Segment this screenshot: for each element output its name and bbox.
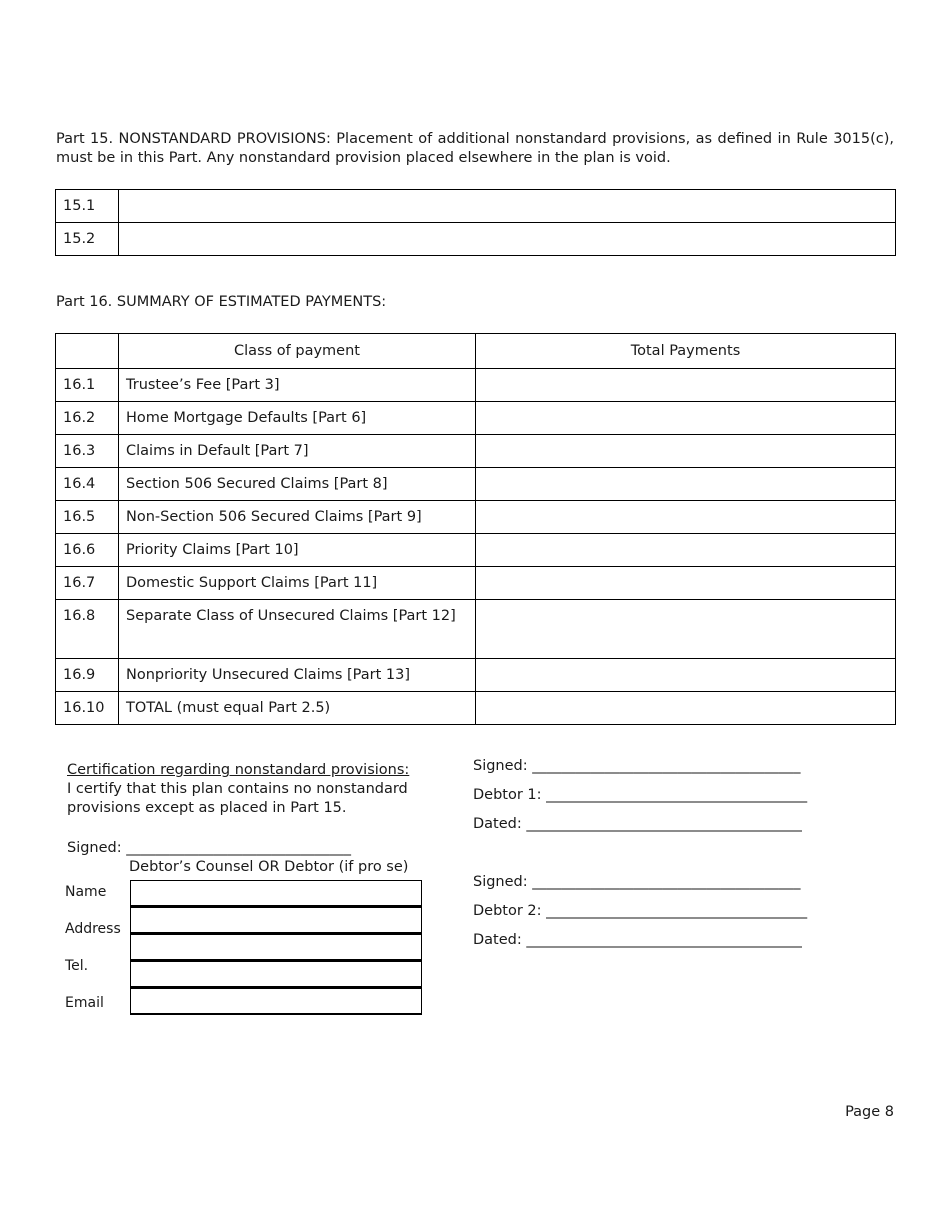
total-payment-cell[interactable] (476, 600, 896, 659)
table-row (56, 692, 896, 725)
total-payment-cell[interactable] (476, 534, 896, 567)
row-number: 16.3 (56, 435, 119, 468)
counsel-label: Debtor’s Counsel OR Debtor (if pro se) (129, 859, 409, 875)
certification-heading: Certification regarding nonstandard provisions: (67, 762, 410, 778)
table-row (56, 468, 896, 501)
part15-heading: Part 15. NONSTANDARD PROVISIONS: Placement of additional nonstandard provisions, as defined in Rule 3015(c), must be in this Part. Any nonstandard provision placed elsewhere in the plan is void. (56, 131, 894, 166)
row-number: 16.6 (56, 534, 119, 567)
provision-cell[interactable] (119, 190, 896, 223)
row-number: 16.8 (56, 600, 119, 659)
total-payment-cell[interactable] (476, 567, 896, 600)
payment-class: Priority Claims [Part 10] (119, 534, 476, 567)
tel-label: Tel. (65, 958, 89, 974)
total-payment-cell[interactable] (476, 692, 896, 725)
payment-summary-table (55, 333, 896, 725)
row-number: 16.1 (56, 369, 119, 402)
provision-cell[interactable] (119, 223, 896, 256)
page-number: Page 8 (845, 1104, 894, 1120)
debtor2-name-line[interactable]: Debtor 2: ____________________________________ (473, 903, 808, 919)
part16-heading: Part 16. SUMMARY OF ESTIMATED PAYMENTS: (56, 294, 387, 310)
table-row (56, 567, 896, 600)
email-field[interactable] (130, 988, 422, 1015)
payment-class: TOTAL (must equal Part 2.5) (119, 692, 476, 725)
row-number: 15.2 (56, 223, 119, 256)
table-header-row (56, 334, 896, 369)
payment-class: Domestic Support Claims [Part 11] (119, 567, 476, 600)
total-payment-cell[interactable] (476, 402, 896, 435)
row-number: 16.4 (56, 468, 119, 501)
debtor1-name-line[interactable]: Debtor 1: ____________________________________ (473, 787, 808, 803)
row-number: 15.1 (56, 190, 119, 223)
table-row (56, 501, 896, 534)
row-number: 16.2 (56, 402, 119, 435)
table-row (56, 369, 896, 402)
name-field[interactable] (130, 880, 422, 907)
header-class-of-payment: Class of payment (119, 334, 476, 369)
row-number: 16.10 (56, 692, 119, 725)
address-label: Address (65, 921, 121, 937)
address-field[interactable] (130, 907, 422, 934)
counsel-signature-line[interactable]: Signed: _______________________________ (67, 840, 351, 856)
table-row (56, 534, 896, 567)
table-row (56, 600, 896, 659)
payment-class: Nonpriority Unsecured Claims [Part 13] (119, 659, 476, 692)
table-row (56, 190, 896, 223)
row-number: 16.9 (56, 659, 119, 692)
total-payment-cell[interactable] (476, 369, 896, 402)
address-field-line2[interactable] (130, 934, 422, 961)
table-row (56, 659, 896, 692)
total-payment-cell[interactable] (476, 659, 896, 692)
row-number: 16.7 (56, 567, 119, 600)
certification-block (67, 761, 421, 818)
payment-class: Section 506 Secured Claims [Part 8] (119, 468, 476, 501)
debtor1-dated-line[interactable]: Dated: ______________________________________ (473, 816, 802, 832)
total-payment-cell[interactable] (476, 501, 896, 534)
nonstandard-provisions-table (55, 189, 896, 256)
debtor1-signed-line[interactable]: Signed: _____________________________________ (473, 758, 801, 774)
payment-class: Separate Class of Unsecured Claims [Part 12] (119, 600, 476, 659)
payment-class: Home Mortgage Defaults [Part 6] (119, 402, 476, 435)
debtor2-dated-line[interactable]: Dated: ______________________________________ (473, 932, 802, 948)
payment-class: Non-Section 506 Secured Claims [Part 9] (119, 501, 476, 534)
row-number: 16.5 (56, 501, 119, 534)
total-payment-cell[interactable] (476, 468, 896, 501)
header-blank (56, 334, 119, 369)
table-row (56, 223, 896, 256)
table-row (56, 435, 896, 468)
payment-class: Claims in Default [Part 7] (119, 435, 476, 468)
debtor2-signed-line[interactable]: Signed: _____________________________________ (473, 874, 801, 890)
payment-class: Trustee’s Fee [Part 3] (119, 369, 476, 402)
table-row (56, 402, 896, 435)
certification-body: I certify that this plan contains no nonstandard provisions except as placed in Part 15. (67, 781, 408, 816)
header-total-payments: Total Payments (476, 334, 896, 369)
name-label: Name (65, 884, 107, 900)
total-payment-cell[interactable] (476, 435, 896, 468)
tel-field[interactable] (130, 961, 422, 988)
email-label: Email (65, 995, 104, 1011)
